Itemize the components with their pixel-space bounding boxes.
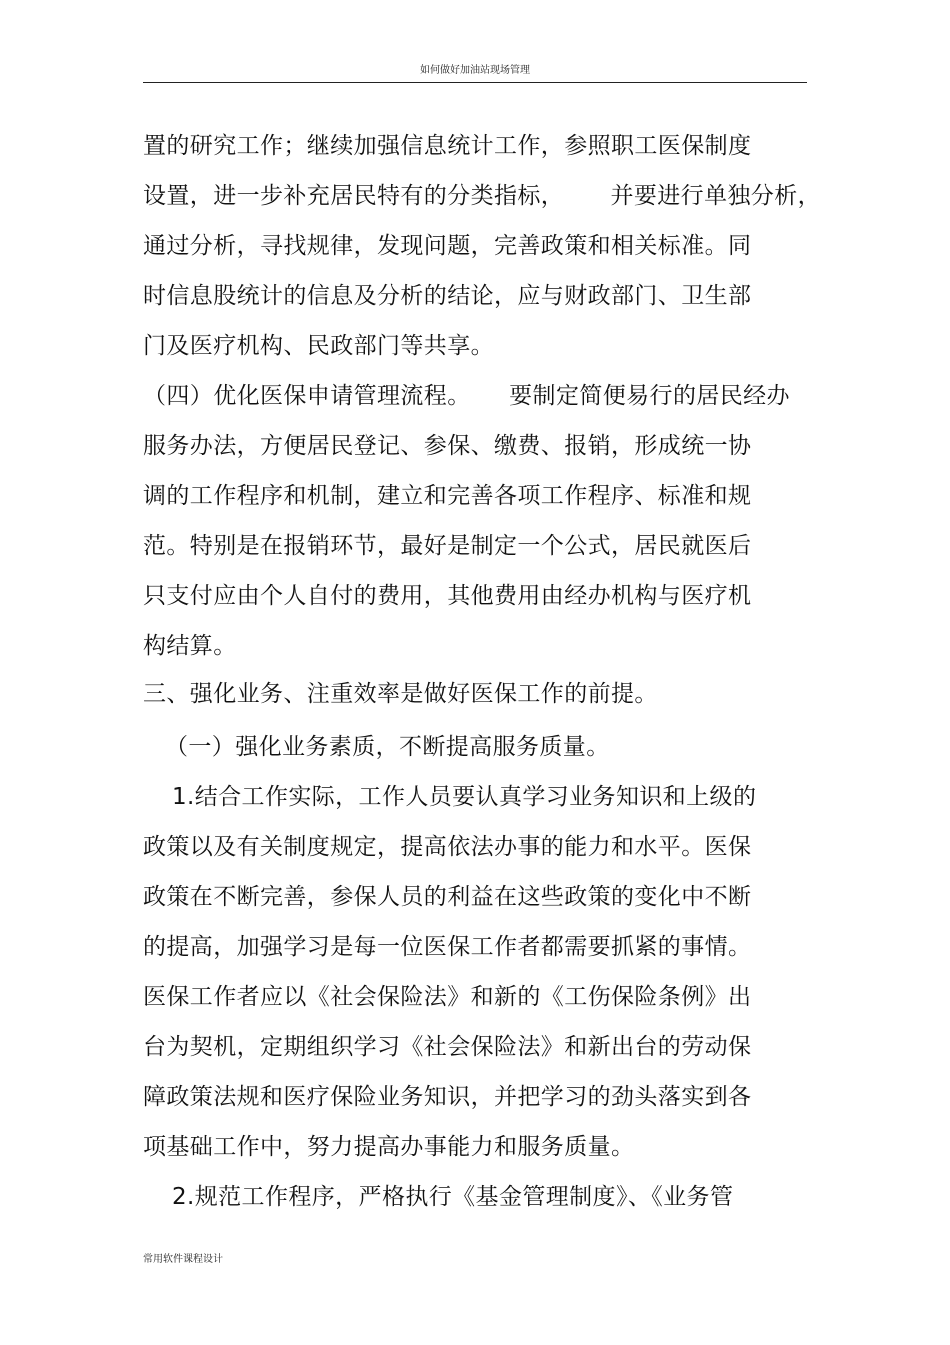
text-line: 政策在不断完善，参保人员的利益在这些政策的变化中不断 (143, 884, 752, 910)
text-line: 门及医疗机构、民政部门等共享。 (143, 333, 494, 359)
text-line: 障政策法规和医疗保险业务知识，并把学习的劲头落实到各 (143, 1084, 752, 1110)
text-line: 项基础工作中，努力提高办事能力和服务质量。 (143, 1134, 635, 1160)
section-heading: 三、强化业务、注重效率是做好医保工作的前提。 (143, 681, 658, 707)
text-line: （四）优化医保申请管理流程。 要制定简便易行的居民经办 (143, 383, 790, 409)
text-line: 置的研究工作；继续加强信息统计工作，参照职工医保制度 (143, 133, 752, 159)
header-divider (143, 82, 807, 83)
text-line: 2.规范工作程序，严格执行《基金管理制度》、《业务管 (172, 1184, 734, 1210)
page-header-title: 如何做好加油站现场管理 (420, 65, 530, 76)
text-line: 服务办法，方便居民登记、参保、缴费、报销，形成统一协 (143, 433, 752, 459)
text-line: 调的工作程序和机制，建立和完善各项工作程序、标准和规 (143, 483, 752, 509)
text-line: 政策以及有关制度规定，提高依法办事的能力和水平。医保 (143, 834, 752, 860)
text-line: 构结算。 (143, 633, 237, 659)
text-line: 范。特别是在报销环节，最好是制定一个公式，居民就医后 (143, 533, 752, 559)
text-line: 时信息股统计的信息及分析的结论，应与财政部门、卫生部 (143, 283, 752, 309)
page-footer: 常用软件课程设计 (143, 1254, 223, 1265)
text-line: 台为契机，定期组织学习《社会保险法》和新出台的劳动保 (143, 1034, 752, 1060)
text-line: 的提高，加强学习是每一位医保工作者都需要抓紧的事情。 (143, 934, 752, 960)
subsection-heading: （一）强化业务素质，不断提高服务质量。 (165, 734, 610, 760)
text-line: 医保工作者应以《社会保险法》和新的《工伤保险条例》出 (143, 984, 752, 1010)
text-line: 1.结合工作实际，工作人员要认真学习业务知识和上级的 (172, 784, 757, 810)
text-line: 设置，进一步补充居民特有的分类指标， 并要进行单独分析， (143, 183, 822, 209)
text-line: 只支付应由个人自付的费用，其他费用由经办机构与医疗机 (143, 583, 752, 609)
text-line: 通过分析，寻找规律，发现问题，完善政策和相关标准。同 (143, 233, 752, 259)
